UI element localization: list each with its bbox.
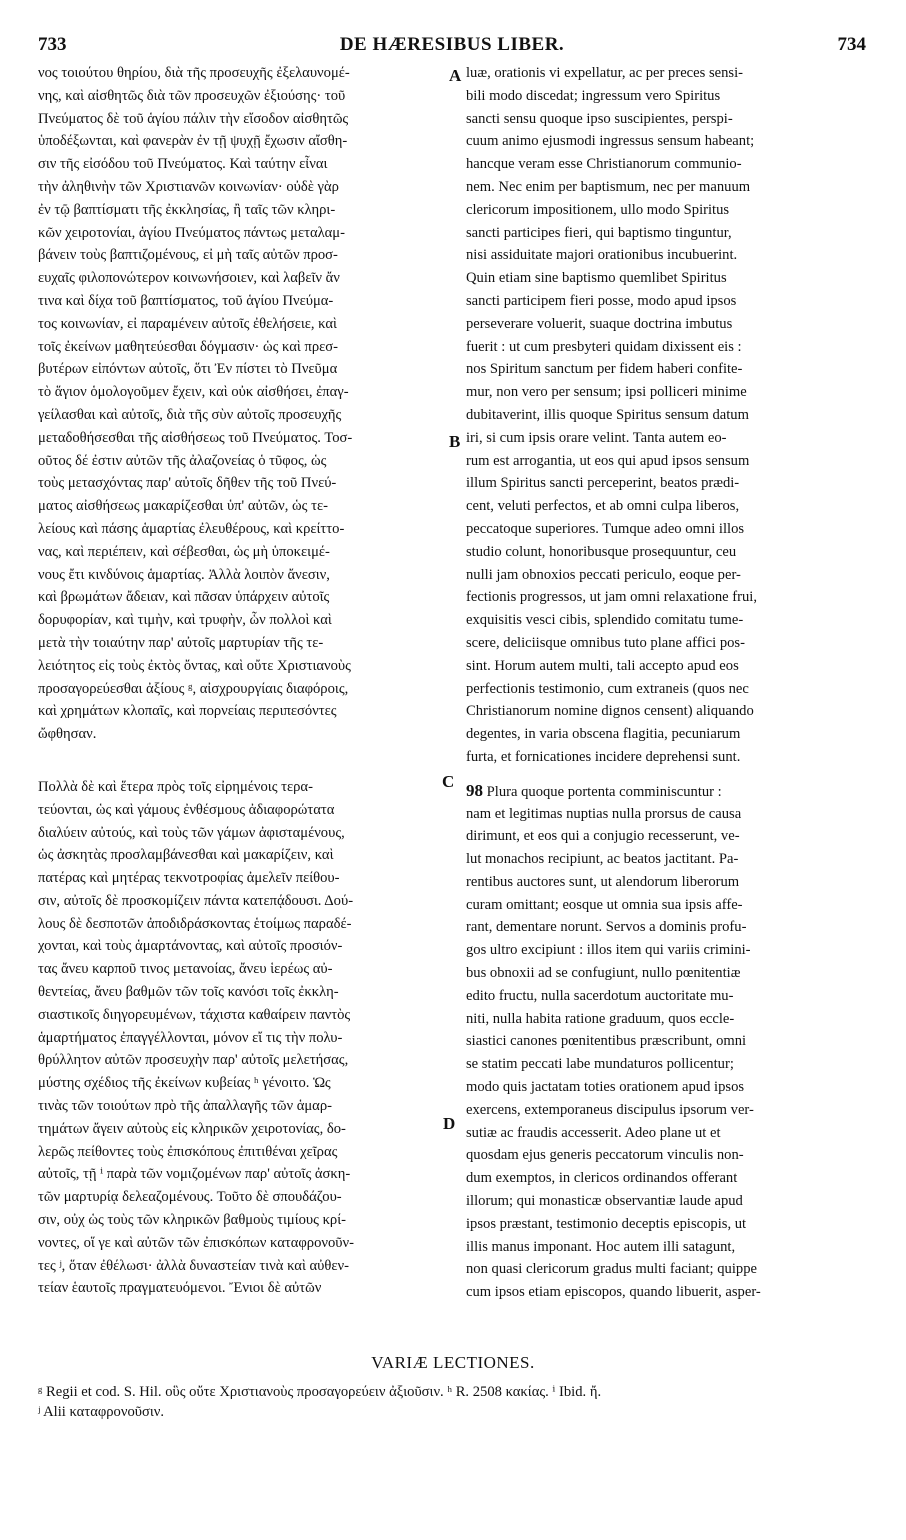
variae-lectiones-notes <box>38 1382 878 1422</box>
text-line: dubitaverint, illis quoque Spiritus sensum datum <box>466 406 749 423</box>
text-line: illis manus imponant. Hoc autem illi satagunt, <box>466 1238 736 1255</box>
text-line: sancti participes fieri, qui baptismo tinguntur, <box>466 224 732 241</box>
text-line: exercens, extemporaneus discipulus ipsorum ver- <box>466 1101 754 1118</box>
text-line: σιν, οὐχ ὡς τοὺς τῶν κληρικῶν βαθμοὺς τιμίους κρί- <box>38 1212 347 1229</box>
text-line: degentes, in varia obscena flagitia, pecuniarum <box>466 726 741 743</box>
text-line: nisi assiduitate majori orationibus incubuerint. <box>466 247 738 264</box>
text-line: illorum; qui monasticæ observantiæ laude apud <box>466 1193 743 1210</box>
text-line: χονται, καὶ τοὺς ἁμαρτάνοντας, καὶ αὐτοῖς προσιόν- <box>38 938 343 955</box>
text-line: θεντείας, ἄνευ βαθμῶν τῶν τοῖς κανόσι τοῖς ἐκκλη- <box>38 984 339 1001</box>
text-line: bus obnoxii ad se confugiunt, nullo pœnitentiæ <box>466 965 741 982</box>
paragraph-gap <box>38 746 443 776</box>
text-line: μεταδοθήσεσθαι τῆς αἰσθήσεως τοῦ Πνεύματος. Τοσ- <box>38 429 353 446</box>
text-line: πατέρας καὶ μητέρας τεκνοτροφίας ἀμελεῖν πείθου- <box>38 870 340 887</box>
text-line: ματος αἰσθήσεως μακαρίζεσθαι ὑπ' αὐτῶν, ὡς τε- <box>38 498 328 515</box>
running-header <box>38 34 866 60</box>
text-line: τοὺς μετασχόντας παρ' αὐτοῖς δῆθεν τῆς τοῦ Πνεύ- <box>38 475 337 492</box>
text-line: λους δὲ δεσποτῶν ἀποδιδράσκοντας ἑτοίμως παραδέ- <box>38 915 352 932</box>
margin-marker-d: D <box>443 1114 456 1133</box>
text-line: ὑποδέξωνται, καὶ φανερὰν ἐν τῇ ψυχῇ ἔχωσιν αἴσθη- <box>38 133 348 150</box>
text-line: lut monachos recipiunt, ac beatos jactitant. Pa- <box>466 851 739 868</box>
text-line: edito fructu, nulla sacerdotum auctoritate mu- <box>466 987 734 1004</box>
text-line: ʲ Alii καταφρονοῦσιν. <box>38 1404 165 1420</box>
text-line: κῶν χειροτονίαι, ἁγίου Πνεύματος πάντως μεταλαμ- <box>38 224 345 241</box>
text-line: iri, si cum ipsis orare velint. Tanta autem eo- <box>466 429 727 446</box>
text-line: se statim peccati labe mundaturos pollicentur; <box>466 1056 734 1073</box>
latin-paragraph-2 <box>466 803 868 1305</box>
margin-marker-c: C <box>442 772 455 791</box>
text-line: nam et legitimas nuptias nulla prorsus de causa <box>466 805 742 822</box>
text-line: ᵍ Regii et cod. S. Hil. οὓς οὔτε Χριστιανοὺς προσαγορεύειν ἀξιοῦσιν. ʰ R. 2508 κακίας. ⁱ Ibid. ἤ. <box>38 1384 602 1400</box>
text-line: ἐν τῷ βαπτίσματι τῆς ἐκκλησίας, ἢ ταῖς τῶν κληρι- <box>38 201 336 218</box>
text-line: τινὰς τῶν τοιούτων πρὸ τῆς ἀπαλλαγῆς τῶν ἁμαρ- <box>38 1098 332 1115</box>
text-line: λερῶς πείθοντες τοὺς ἐπισκόπους ἐπιτιθέναι χεῖρας <box>38 1143 338 1160</box>
text-line: λείους καὶ πάσης ἁμαρτίας ἐλευθέρους, καὶ κρείττο- <box>38 520 345 537</box>
text-line: ἁμαρτήματος ἐπαγγέλλονται, μόνον εἴ τις τὴν πολυ- <box>38 1029 343 1046</box>
text-line: cuum animo ejusmodi ingressus sensum habeant; <box>466 133 755 150</box>
latin-paragraph-2-opening: Plura quoque portenta comminiscuntur : <box>486 783 722 800</box>
text-line: bili modo discedat; ingressum vero Spiritus <box>466 87 721 104</box>
text-line: perfectionis testimonio, cum extraneis (quos nec <box>466 680 749 697</box>
text-line: προσαγορεύεσθαι ἀξίους ᵍ, αἰσχρουργίαις διαφόροις, <box>38 680 349 697</box>
paragraph-gap <box>466 769 868 780</box>
text-line: nulli jam obnoxios peccati periculo, eoque per- <box>466 566 741 583</box>
page-number-right: 734 <box>837 34 866 55</box>
text-line: γείλασθαι καὶ αὐτοῖς, διὰ τῆς σὺν αὐτοῖς προσευχῆς <box>38 406 342 423</box>
text-line: οῦτος δέ ἐστιν αὐτῶν τῆς ἀλαζονείας ὁ τῦφος, ὡς <box>38 452 327 469</box>
text-line: cent, veluti perfectos, et ab omni culpa liberos, <box>466 498 740 515</box>
text-line: μετὰ τὴν τοιαύτην παρ' αὐτοῖς μαρτυρίαν τῆς τε- <box>38 634 324 651</box>
text-line: αὐτοῖς, τῇ ⁱ παρὰ τῶν νομιζομένων παρ' αὐτοῖς ἀσκη- <box>38 1166 351 1183</box>
text-line: ευχαῖς φιλοπονώτερον κοινωνήσοιεν, καὶ λαβεῖν ἄν <box>38 270 340 287</box>
text-line: νας, καὶ περιέπειν, καὶ σέβεσθαι, ὡς μὴ ὑποκειμέ- <box>38 543 330 560</box>
text-line: fuerit : ut cum presbyteri quidam dixissent eis : <box>466 338 742 355</box>
text-line: τοῖς ἐκείνων μαθητεύεσθαι δόγμασιν· ὡς καὶ πρεσ- <box>38 338 338 355</box>
text-line: ὡς ἀσκητὰς προσλαμβάνεσθαι καὶ μακαρίζειν, καὶ <box>38 847 334 864</box>
text-line: quosdam ejus generis peccatorum vinculis non- <box>466 1147 744 1164</box>
text-line: Πνεύματος δὲ τοῦ ἁγίου πάλιν τὴν εἴσοδον αἰσθητῶς <box>38 110 349 127</box>
text-line: furta, et fornicationes incidere deprehensi sunt. <box>466 748 741 765</box>
text-line: μύστης σχέδιος τῆς ἐκείνων κυβείας ʰ γένοιτο. Ὡς <box>38 1075 331 1092</box>
text-line: τες ʲ, ὅταν ἐθέλωσι· ἀλλὰ δυναστείαν τινὰ καὶ αὐθεν- <box>38 1257 349 1274</box>
text-line: καὶ χρημάτων κλοπαῖς, καὶ πορνείαις περιπεσόντες <box>38 703 337 720</box>
text-line: βυτέρων εἰπόντων αὐτοῖς, ὅτι Ἐν πίστει τὸ Πνεῦμα <box>38 361 338 378</box>
text-line: mur, non vero per sensum; ipsi polliceri minime <box>466 384 747 401</box>
text-line: modo quis jactatam toties orationem apud ipsos <box>466 1079 745 1096</box>
text-line: fectionis progressos, ut jam omni relaxatione frui, <box>466 589 757 606</box>
text-line: σιν τῆς εἰσόδου τοῦ Πνεύματος. Καὶ ταύτην εἶναι <box>38 156 328 173</box>
text-line: τημάτων ἄγειν αὐτοὺς εἰς κληρικῶν χειροτονίας, δο- <box>38 1120 346 1137</box>
text-line: τας ἄνευ καρποῦ τινος μετανοίας, ἄνευ ἱερέως αὐ- <box>38 961 333 978</box>
greek-paragraph-2 <box>38 776 443 1300</box>
text-line: Christianorum nomine dignos censent) aliquando <box>466 703 754 720</box>
text-line: dirimunt, et eos qui a conjugio recesserunt, ve- <box>466 828 740 845</box>
text-line: curam omittant; eosque ut omnia sua ipsis affe- <box>466 896 743 913</box>
text-line: σιαστικοῖς διηγορευμένων, τάχιστα καθαίρειν παντὸς <box>38 1006 351 1023</box>
margin-marker-b: B <box>449 432 461 451</box>
text-line: rum est arrogantia, ut eos qui apud ipsos sensum <box>466 452 750 469</box>
text-line: τὴν ἀληθινὴν τῶν Χριστιανῶν κοινωνίαν· οὐδὲ γὰρ <box>38 178 339 195</box>
text-line: illum Spiritus sancti perceperint, beatos prædi- <box>466 475 740 492</box>
text-line: Πολλὰ δὲ καὶ ἕτερα πρὸς τοῖς εἰρημένοις τερα- <box>38 778 313 795</box>
text-line: clericorum impositionem, ullo modo Spiritus <box>466 201 730 218</box>
text-line: nem. Nec enim per baptismum, nec per manuum <box>466 178 751 195</box>
page-number-left: 733 <box>38 34 67 55</box>
text-line: rant, dementare norunt. Servos a dominis profu- <box>466 919 747 936</box>
text-line: cum ipsos etiam episcopos, quando libuerit, asper- <box>466 1284 761 1301</box>
text-line: διαλύειν αὐτούς, καὶ τοὺς τῶν γάμων ἀφισταμένους, <box>38 824 345 841</box>
text-line: nos Spiritum sanctum per fidem haberi confite- <box>466 361 743 378</box>
text-line: ipsos præstant, testimonio deceptis episcopis, ut <box>466 1215 747 1232</box>
text-line: τῶν μαρτυρίᾳ δελεαζομένους. Τοῦτο δὲ σπουδάζου- <box>38 1189 342 1206</box>
text-line: νους ἔτι κινδύνοις ἁμαρτίας. Ἀλλὰ λοιπὸν ἄνεσιν, <box>38 566 330 583</box>
text-line: sancti participem fieri posse, modo apud ipsos <box>466 292 737 309</box>
text-line: λειότητος εἰς τοὺς ἐκτὸς ὄντας, καὶ οὔτε Χριστιανοὺς <box>38 657 351 674</box>
latin-column <box>466 62 868 1304</box>
text-line: τεύονται, ὡς καὶ γάμους ἐνθέσμους ἀδιαφορώτατα <box>38 801 335 818</box>
text-line: non quasi clericorum gradus multi faciant; quippe <box>466 1261 757 1278</box>
text-line: gos ultro excipiunt : illos item qui variis crimini- <box>466 942 751 959</box>
text-line: ὤφθησαν. <box>38 726 97 743</box>
text-line: scere, deliciisque omnibus tuto plane affici pos- <box>466 634 745 651</box>
text-line: τος κοινωνίαν, εἰ παραμένειν αὐτοῖς ἐθελήσειε, καὶ <box>38 315 337 332</box>
text-line: rentibus auctores sunt, ut alendorum liberorum <box>466 873 740 890</box>
text-line: peccatoque superiores. Tumque adeo omni illos <box>466 520 745 537</box>
text-line: dum exemptos, in clericos ordinandos offerant <box>466 1170 738 1187</box>
text-line: θρύλλητον αὐτῶν προσευχὴν παρ' αὐτοῖς μελετήσας, <box>38 1052 349 1069</box>
greek-paragraph-1 <box>38 62 443 746</box>
text-line: καὶ βρωμάτων ἄδειαν, καὶ πᾶσαν ὑπάρχειν αὐτοῖς <box>38 589 330 606</box>
variae-lectiones-heading: VARIÆ LECTIONES. <box>371 1353 535 1372</box>
text-line: σιν, αὐτοῖς δὲ προσκομίζειν πάντα κατεπᾴδουσι. Δού- <box>38 892 354 909</box>
text-line: sancti sensu quoque ipso suscipientes, perspi- <box>466 110 733 127</box>
text-line: δορυφορίαν, καὶ τιμὴν, καὶ τρυφὴν, ὧν πολλοὶ καὶ <box>38 612 332 629</box>
text-line: βάνειν τοὺς βαπτιζομένους, εἰ μὴ ταῖς αὐτῶν προσ- <box>38 247 338 264</box>
text-line: perseverare voluerit, suaque doctrina imbutus <box>466 315 733 332</box>
text-line: sutiæ ac fraudis accesserit. Adeo plane ut et <box>466 1124 721 1141</box>
margin-marker-a: A <box>449 66 462 85</box>
text-line: Quin etiam sine baptismo quemlibet Spiritus <box>466 270 727 287</box>
text-line: hancque veram esse Christianorum communio- <box>466 156 742 173</box>
text-line: luæ, orationis vi expellatur, ac per preces sensi- <box>466 65 744 81</box>
latin-paragraph-1 <box>466 62 868 769</box>
text-line: sint. Horum autem multi, tali accepto apud eos <box>466 657 739 674</box>
text-line: exquisitis vesci cibis, splendido comitatu tume- <box>466 612 744 629</box>
text-line: νοντες, οἵ γε καὶ αὐτῶν τῶν ἐπισκόπων καταφρονοῦν- <box>38 1234 354 1251</box>
text-line: τείαν ἑαυτοῖς πραγματευόμενοι. Ἔνιοι δὲ αὐτῶν <box>38 1280 322 1297</box>
text-line: studio colunt, honoribusque prosequuntur, ceu <box>466 543 737 560</box>
text-line: τινα καὶ δίχα τοῦ βαπτίσματος, τοῦ ἁγίου Πνεύμα- <box>38 292 334 309</box>
text-line: τὸ ἅγιον ὁμολογοῦμεν ἔχειν, καὶ οὐκ αἰσθήσει, ἐπαγ- <box>38 384 349 401</box>
text-line: νος τοιούτου θηρίου, διὰ τῆς προσευχῆς ἐξελαυνομέ- <box>38 65 350 81</box>
text-line: siastici canones pœnitentibus præscribunt, omni <box>466 1033 747 1050</box>
text-line: νης, καὶ αἰσθητῶς διὰ τῶν προσευχῶν ἐξιούσης· τοῦ <box>38 87 346 104</box>
text-line: niti, nulla habita ratione graduum, quos eccle- <box>466 1010 735 1027</box>
latin-paragraph-2-first-line <box>466 780 868 803</box>
running-title: DE HÆRESIBUS LIBER. <box>339 34 565 55</box>
greek-column <box>38 62 443 1300</box>
section-number: 98 <box>466 780 483 800</box>
